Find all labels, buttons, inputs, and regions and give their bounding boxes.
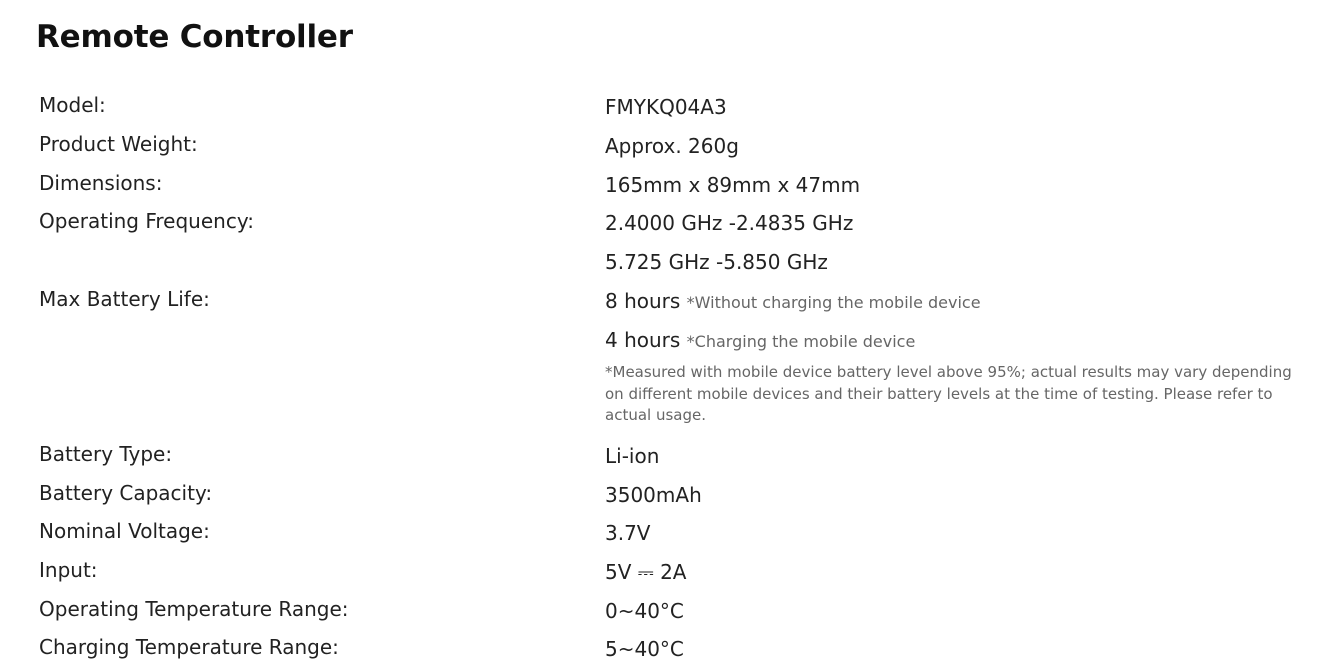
battery-life-hours-1: 8 hours	[605, 289, 681, 313]
voltage-value: 3.7V	[605, 521, 651, 545]
frequency-value-2: 5.725 GHz -5.850 GHz	[605, 250, 828, 274]
frequency-label: Operating Frequency:	[39, 209, 254, 233]
input-value: 5V ⎓ 2A	[605, 560, 687, 584]
op-temp-label: Operating Temperature Range:	[39, 597, 349, 621]
op-temp-value: 0~40°C	[605, 599, 684, 623]
dimensions-label: Dimensions:	[39, 171, 163, 195]
input-label: Input:	[39, 558, 98, 582]
battery-type-label: Battery Type:	[39, 442, 173, 466]
dimensions-value: 165mm x 89mm x 47mm	[605, 173, 861, 197]
charge-temp-label: Charging Temperature Range:	[39, 635, 339, 659]
battery-life-footnote: *Measured with mobile device battery level above 95%; actual results may vary depending on different mobile devices and their battery levels at the time of testing. Please refer to actual usage.	[605, 363, 1292, 424]
model-value: FMYKQ04A3	[605, 95, 727, 119]
battery-capacity-label: Battery Capacity:	[39, 481, 213, 505]
weight-label: Product Weight:	[39, 132, 198, 156]
model-label: Model:	[39, 93, 106, 117]
battery-life-label: Max Battery Life:	[39, 287, 210, 311]
battery-life-line-2	[605, 327, 915, 355]
charge-temp-value: 5~40°C	[605, 637, 684, 661]
weight-value: Approx. 260g	[605, 134, 739, 158]
battery-life-line-1	[605, 288, 981, 316]
battery-life-note-2: *Charging the mobile device	[686, 332, 916, 351]
page-title: Remote Controller	[36, 19, 353, 55]
battery-type-value: Li-ion	[605, 444, 660, 468]
battery-capacity-value: 3500mAh	[605, 483, 702, 507]
battery-life-hours-2: 4 hours	[605, 328, 681, 352]
voltage-label: Nominal Voltage:	[39, 519, 210, 543]
frequency-value-1: 2.4000 GHz -2.4835 GHz	[605, 211, 854, 235]
battery-life-note-1: *Without charging the mobile device	[686, 293, 981, 312]
